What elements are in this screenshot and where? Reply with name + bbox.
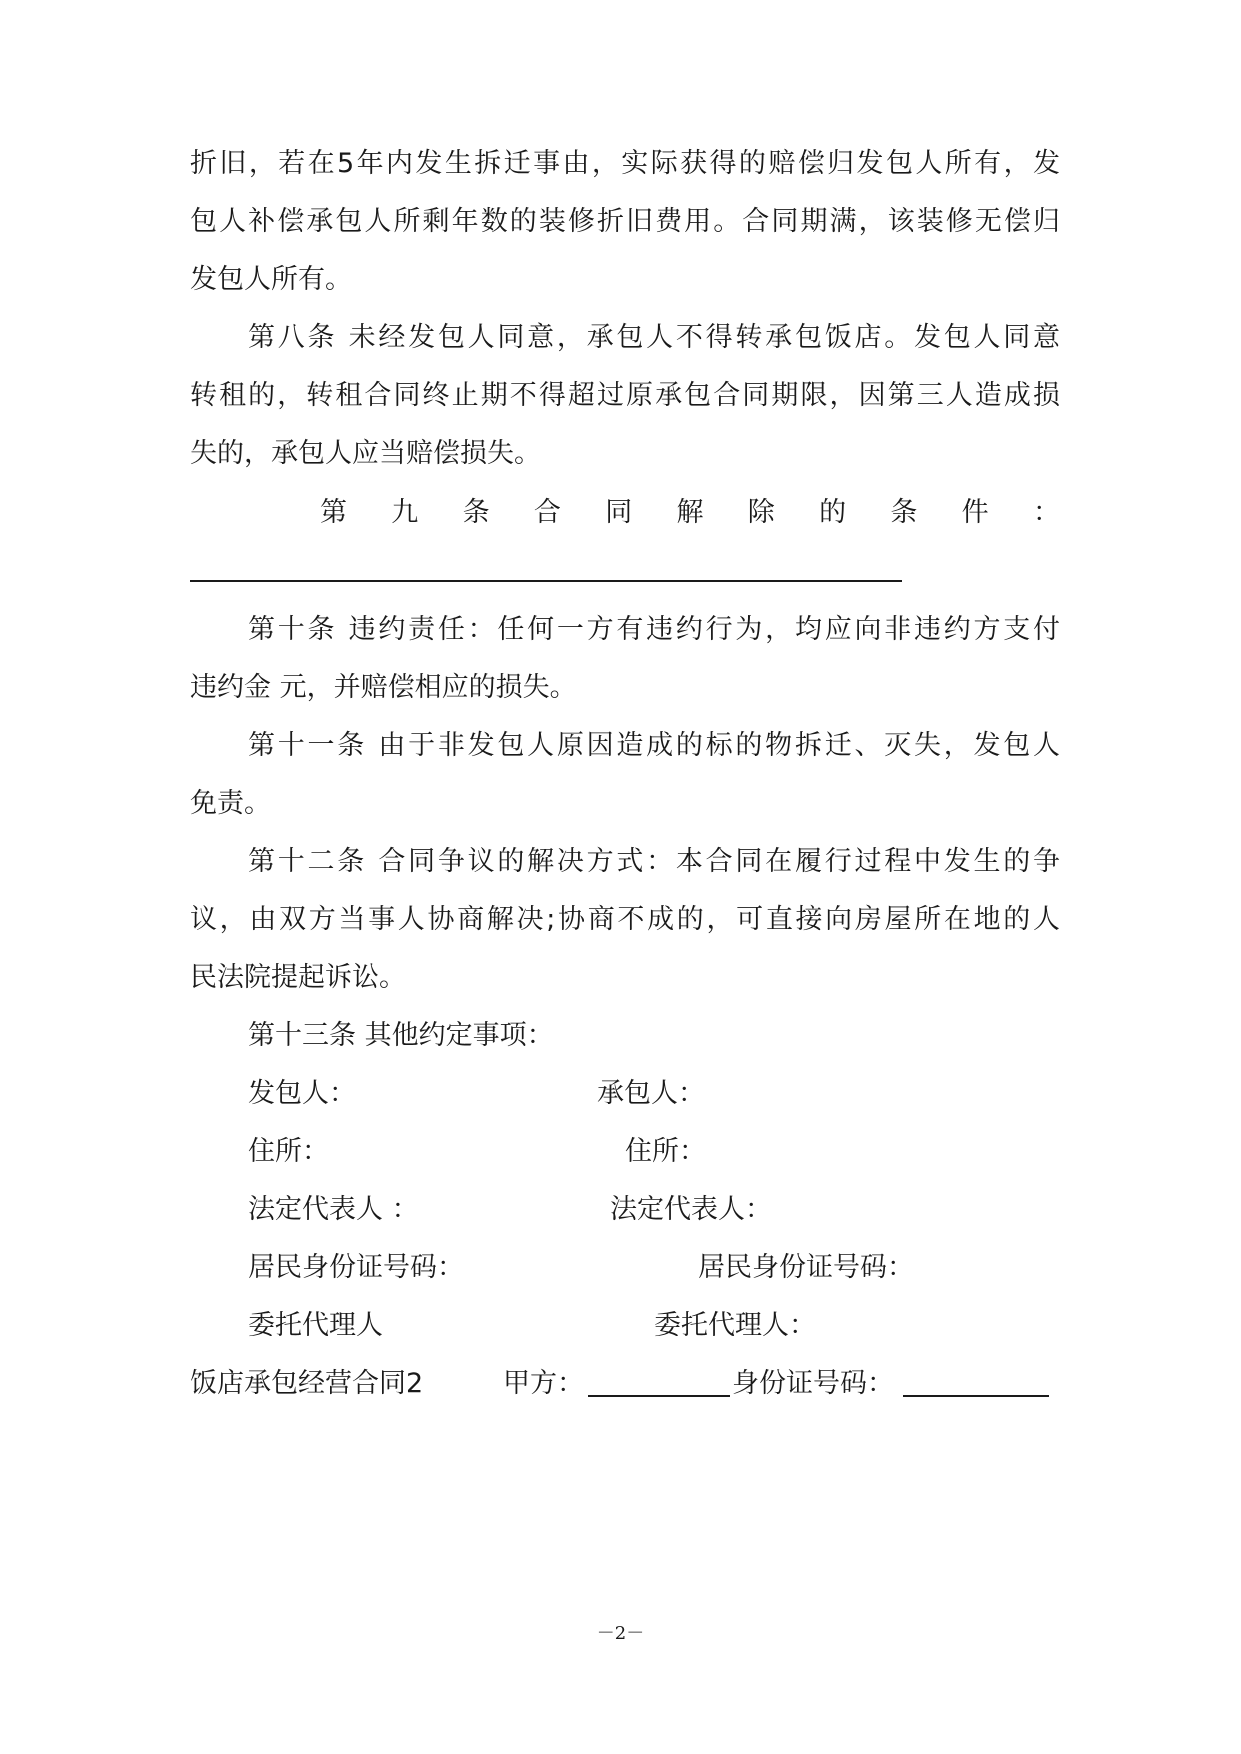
article-10-line: 第十条 违约责任：任何一方有违约行为，均应向非违约方支付 (248, 614, 1060, 645)
heading-char: 条 (462, 497, 508, 528)
heading-char: ： (1032, 497, 1060, 528)
rep-a-label: 法定代表人 ： (248, 1194, 419, 1225)
heading-char: 九 (391, 497, 437, 528)
id-a-label: 居民身份证号码： (248, 1252, 464, 1283)
party-a-label: 发包人： (248, 1078, 356, 1109)
heading-char: 条 (890, 497, 936, 528)
next-contract-title: 饭店承包经营合同2 (190, 1368, 424, 1399)
party-b-label: 承包人： (597, 1078, 705, 1109)
article-12-line: 民法院提起诉讼。 (190, 962, 406, 993)
heading-char: 件 (961, 497, 1007, 528)
article-13-line: 第十三条 其他约定事项： (248, 1020, 554, 1051)
rep-b-label: 法定代表人： (610, 1194, 772, 1225)
paragraph-line: 发包人所有。 (190, 264, 352, 295)
id-blank (903, 1364, 1049, 1397)
article-8-line: 第八条 未经发包人同意，承包人不得转承包饭店。发包人同意 (248, 322, 1060, 353)
paragraph-line: 折旧，若在5年内发生拆迁事由，实际获得的赔偿归发包人所有，发 (190, 148, 1060, 179)
address-a-label: 住所： (248, 1136, 329, 1167)
next-id-label: 身份证号码： (732, 1368, 894, 1399)
heading-char: 第 (320, 497, 365, 528)
heading-char: 除 (747, 497, 793, 528)
article-11-line: 免责。 (190, 788, 271, 819)
heading-char: 同 (605, 497, 651, 528)
id-b-label: 居民身份证号码： (698, 1252, 914, 1283)
article-10-line: 违约金 元，并赔偿相应的损失。 (190, 672, 577, 703)
article-8-line: 转租的，转租合同终止期不得超过原承包合同期限，因第三人造成损 (190, 380, 1060, 411)
heading-char: 合 (533, 497, 579, 528)
heading-char: 的 (819, 497, 864, 528)
article-11-line: 第十一条 由于非发包人原因造成的标的物拆迁、灭失，发包人 (248, 730, 1060, 761)
party-a-blank (588, 1364, 730, 1397)
article-8-line: 失的，承包人应当赔偿损失。 (190, 438, 541, 469)
next-party-a-label: 甲方： (503, 1368, 584, 1399)
article-12-line: 议，由双方当事人协商解决;协商不成的，可直接向房屋所在地的人 (190, 904, 1060, 935)
article-12-line: 第十二条 合同争议的解决方式：本合同在履行过程中发生的争 (248, 846, 1060, 877)
agent-b-label: 委托代理人： (654, 1310, 816, 1341)
heading-char: 解 (676, 497, 722, 528)
blank-fill-line (190, 580, 902, 582)
page-number: －2－ (596, 1623, 645, 1644)
article-9-heading (320, 493, 1060, 533)
address-b-label: 住所： (625, 1136, 706, 1167)
paragraph-line: 包人补偿承包人所剩年数的装修折旧费用。合同期满，该装修无偿归 (190, 206, 1060, 237)
agent-a-label: 委托代理人 (248, 1310, 383, 1341)
